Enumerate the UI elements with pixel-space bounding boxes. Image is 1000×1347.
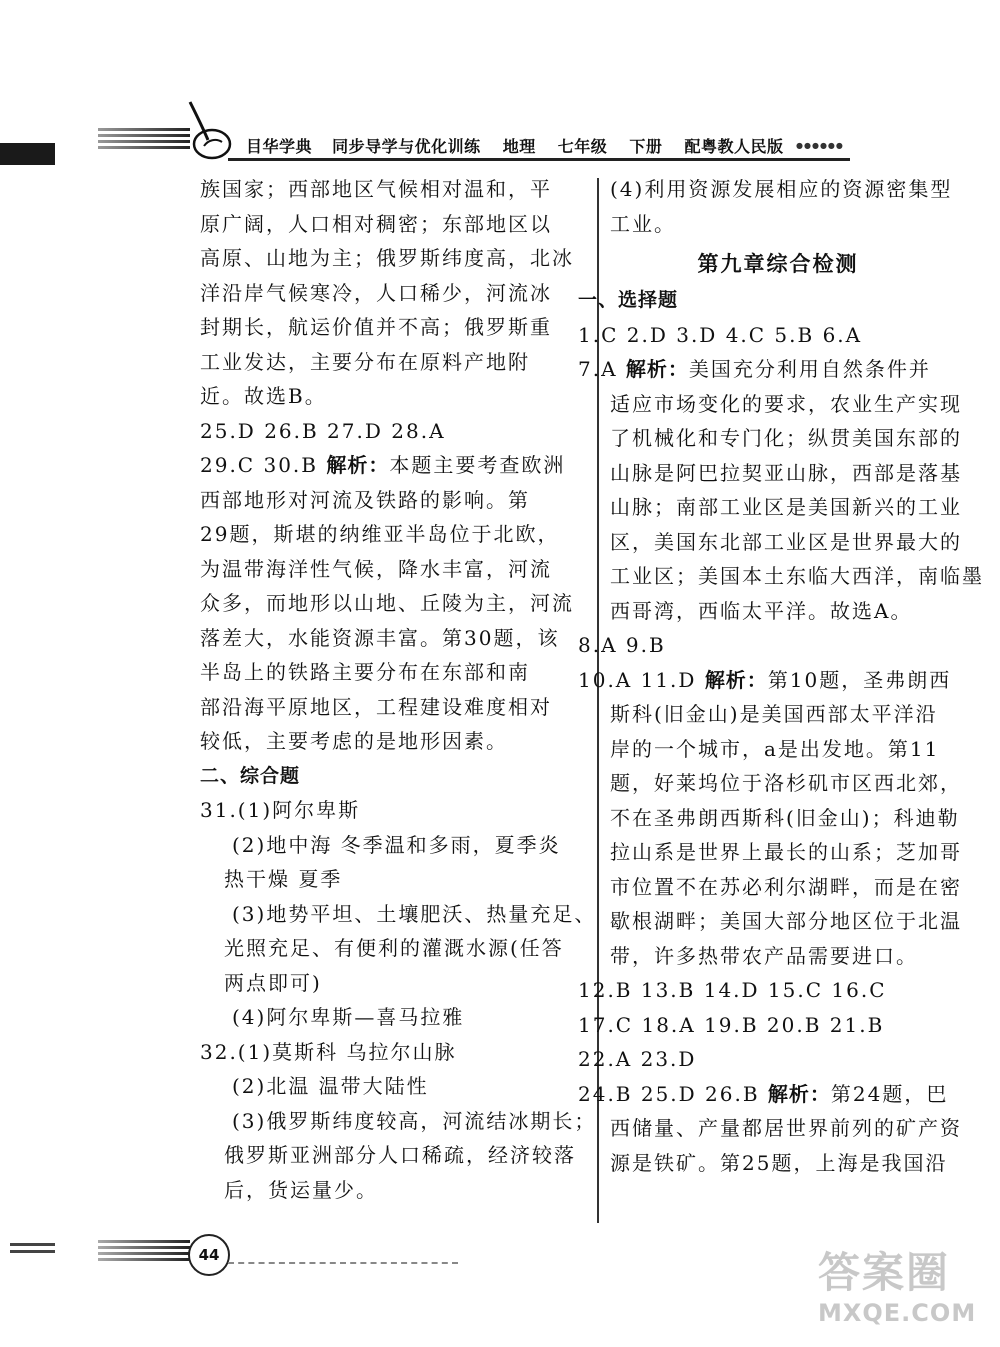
answer-keys: 7.A	[578, 357, 626, 381]
text-line: 适应市场变化的要求，农业生产实现	[610, 391, 962, 416]
text-line: (4)利用资源发展相应的资源密集型	[610, 177, 953, 201]
answer-line: 热干燥 夏季	[224, 867, 343, 891]
text-line: 岸的一个城市，a是出发地。第11	[610, 736, 940, 761]
footer-bars	[10, 1243, 55, 1257]
chapter-title: 第九章综合检测	[697, 252, 859, 276]
header-dots: ●●●●●●	[796, 141, 844, 150]
text-line: 较低，主要考虑的是地形因素。	[200, 729, 508, 753]
text-line: 29题，斯堪的纳维亚半岛位于北欧，	[200, 522, 560, 546]
text-line: 部沿海平原地区，工程建设难度相对	[200, 694, 552, 719]
watermark-url: MXQE.COM	[818, 1299, 977, 1327]
answer-line: 22.A 23.D	[578, 1047, 697, 1071]
footer-rule	[228, 1262, 458, 1264]
text-line: 半岛上的铁路主要分布在东部和南	[200, 660, 530, 684]
left-column	[200, 172, 597, 1207]
answer-line: 32.(1)莫斯科 乌拉尔山脉	[200, 1039, 457, 1064]
text-line: 歇根湖畔；美国大部分地区位于北温	[610, 909, 962, 933]
text-line: 斯科(旧金山)是美国西部太平洋沿	[610, 702, 938, 726]
answer-keys: 29.C 30.B	[200, 453, 327, 477]
text-line: 高原、山地为主；俄罗斯纬度高，北冰	[200, 246, 574, 270]
answer-line: 光照充足、有便利的灌溉水源(任答	[224, 936, 564, 960]
text-line: 工业发达，主要分布在原料产地附	[200, 349, 530, 374]
book-title: 目华学典	[246, 137, 313, 156]
text-line: 西哥湾，西临太平洋。故选A。	[610, 598, 913, 623]
edition: 配粤教人民版	[684, 137, 784, 156]
feather-pen-icon	[182, 100, 232, 162]
text-line: 市位置不在苏必利尔湖畔，而是在密	[610, 874, 962, 899]
text-line: 山脉是阿巴拉契亚山脉，西部是落基	[610, 460, 962, 485]
running-header	[246, 134, 799, 157]
text-line: 西储量、产量都居世界前列的矿产资	[610, 1116, 962, 1140]
text-line: 山脉；南部工业区是美国新兴的工业	[610, 495, 962, 519]
answer-line	[578, 1077, 958, 1112]
analysis-text: 美国充分利用自然条件并	[688, 357, 931, 381]
analysis-label: 解析：	[767, 1081, 831, 1106]
text-line: 源是铁矿。第25题，上海是我国沿	[610, 1150, 948, 1175]
header-rule	[228, 158, 850, 161]
text-line: 区，美国东北部工业区是世界最大的	[610, 529, 962, 554]
answer-line: 后，货运量少。	[224, 1177, 378, 1202]
answer-line	[200, 448, 585, 483]
analysis-text: 本题主要考查欧洲	[389, 453, 566, 477]
text-line: 族国家；西部地区气候相对温和，平	[200, 177, 552, 201]
header-stripes	[98, 128, 190, 154]
text-line: 封期长，航运价值并不高；俄罗斯重	[200, 315, 552, 339]
grade: 七年级	[557, 137, 608, 156]
answer-line: 俄罗斯亚洲部分人口稀疏，经济较落	[224, 1143, 576, 1167]
right-column	[578, 172, 984, 1180]
header-bar	[0, 143, 55, 165]
answer-line	[578, 663, 958, 698]
text-line: 原广阔，人口相对稠密；东部地区以	[200, 211, 552, 236]
answer-line: 25.D 26.B 27.D 28.A	[200, 418, 446, 443]
analysis-text: 第10题，圣弗朗西	[767, 667, 952, 692]
volume: 下册	[629, 137, 663, 156]
answer-line: 17.C 18.A 19.B 20.B 21.B	[578, 1012, 885, 1037]
subject: 地理	[502, 137, 536, 156]
answer-line: (3)俄罗斯纬度较高，河流结冰期长；	[232, 1108, 597, 1133]
series-title: 同步导学与优化训练	[332, 137, 481, 156]
watermark-logo: 答案圈	[818, 1248, 951, 1297]
answer-keys: 10.A 11.D	[578, 667, 705, 692]
answer-keys: 24.B 25.D 26.B	[578, 1081, 768, 1106]
analysis-label: 解析：	[326, 453, 390, 477]
answer-line: (2)北温 温带大陆性	[232, 1074, 429, 1098]
answer-line: (3)地势平坦、土壤肥沃、热量充足、	[232, 901, 597, 926]
footer-stripes	[98, 1240, 190, 1264]
analysis-label: 解析：	[704, 667, 768, 692]
answer-line: (4)阿尔卑斯—喜马拉雅	[232, 1005, 465, 1029]
text-line: 为温带海洋性气候，降水丰富，河流	[200, 556, 552, 581]
answer-line	[578, 352, 958, 387]
analysis-label: 解析：	[625, 357, 689, 381]
answer-line: 1.C 2.D 3.D 4.C 5.B 6.A	[578, 322, 863, 347]
section-heading: 一、选择题	[578, 289, 679, 311]
text-line: 工业。	[610, 211, 676, 236]
text-line: 带，许多热带农产品需要进口。	[610, 943, 918, 968]
text-line: 西部地形对河流及铁路的影响。第	[200, 487, 530, 512]
text-line: 落差大，水能资源丰富。第30题，该	[200, 625, 560, 650]
text-line: 拉山系是世界上最长的山系；芝加哥	[610, 840, 962, 864]
text-line: 了机械化和专门化；纵贯美国东部的	[610, 426, 962, 450]
answer-line: 12.B 13.B 14.D 15.C 16.C	[578, 978, 887, 1002]
analysis-text: 第24题，巴	[830, 1081, 949, 1106]
watermark	[818, 1248, 988, 1338]
answer-line: 8.A 9.B	[578, 633, 666, 657]
text-line: 洋沿岸气候寒冷，人口稀少，河流冰	[200, 280, 552, 305]
answer-line: 两点即可)	[224, 970, 322, 995]
text-line: 众多，而地形以山地、丘陵为主，河流	[200, 591, 574, 615]
text-line: 不在圣弗朗西斯科(旧金山)；科迪勒	[610, 805, 960, 830]
answer-line: (2)地中海 冬季温和多雨，夏季炎	[232, 832, 561, 857]
answer-line: 31.(1)阿尔卑斯	[200, 798, 361, 822]
text-line: 近。故选B。	[200, 384, 327, 408]
text-line: 工业区；美国本土东临大西洋，南临墨	[610, 564, 984, 588]
page-number: 44	[188, 1234, 230, 1276]
section-heading: 二、综合题	[200, 764, 301, 787]
text-line: 题，好莱坞位于洛杉矶市区西北郊，	[610, 771, 962, 795]
